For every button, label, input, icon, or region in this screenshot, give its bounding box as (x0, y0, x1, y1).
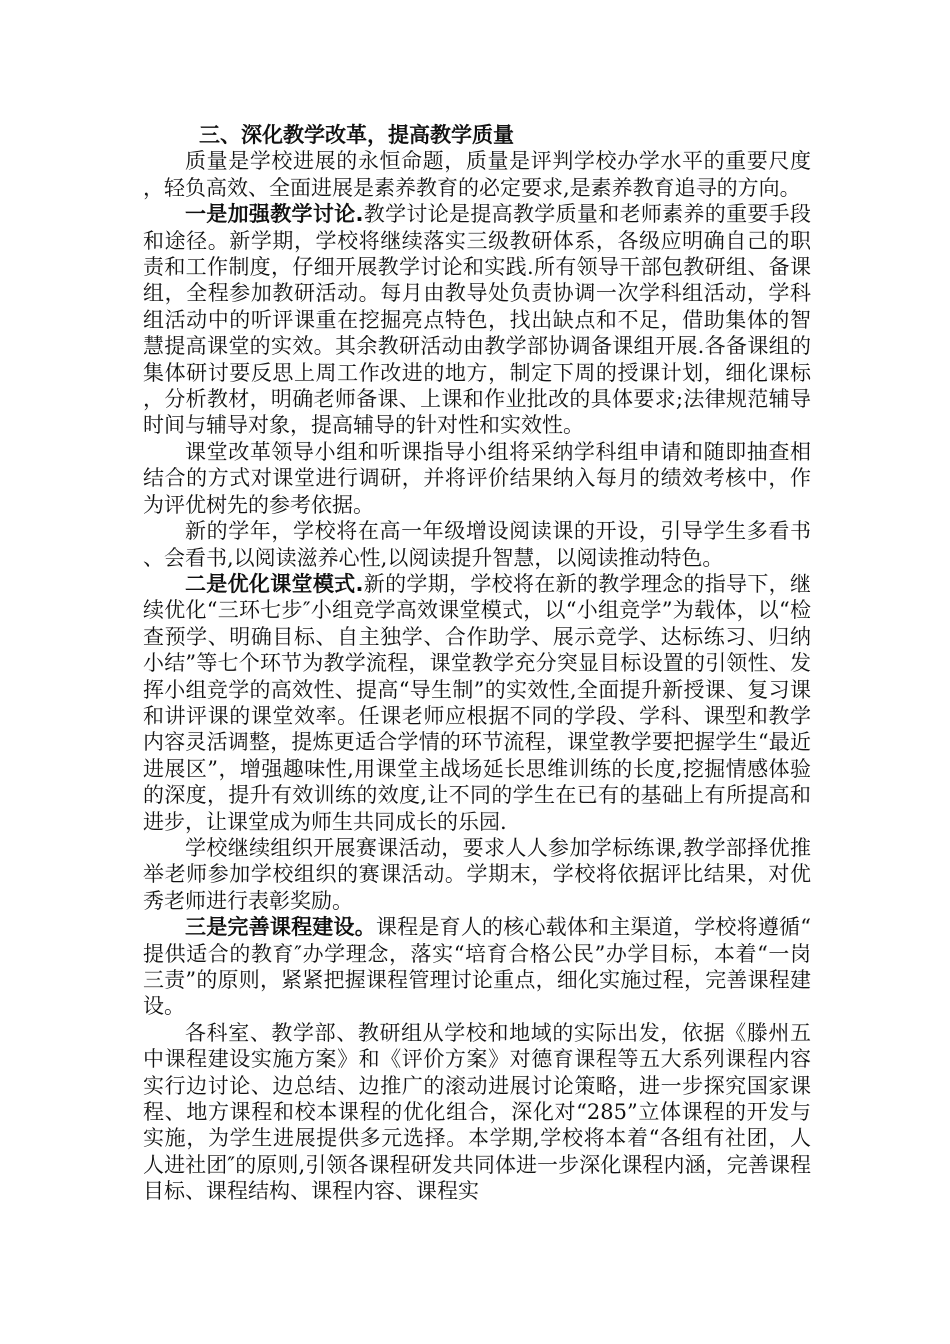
body-paragraph (143, 571, 811, 835)
body-paragraph (143, 201, 811, 439)
paragraph-lead-heading: 一是加强教学讨论. (185, 202, 364, 227)
body-paragraph (143, 439, 811, 518)
paragraph-lead-heading: 三是完善课程建设。 (185, 915, 376, 940)
body-paragraph (143, 835, 811, 914)
paragraph-text: 新的学期，学校将在新的教学理念的指导下，继续优化“三环七步″小组竞学高效课堂模式，以“小组竞学”为载体，以“检查预学、明确目标、自主独学、合作助学、展示竞学、达标练习、归纳小结”等七个环节为教学流程，课堂教学充分突显目标设置的引领性、发挥小组竞学的高效性、提高“导生制”的实效性,全面提升新授课、复习课和讲评课的课堂效率。任课老师应根据不同的学段、学科、课型和教学内容灵活调整，提炼更适合学情的环节流程，课堂教学要把握学生“最近进展区”，增强趣味性,用课堂主战场延长思维训练的长度,挖掘情感体验的深度，提升有效训练的效度,让不同的学生在已有的基础上有所提高和进步，让课堂成为师生共同成长的乐园. (143, 571, 811, 834)
paragraph-text: 质量是学校进展的永恒命题，质量是评判学校办学水平的重要尺度，轻负高效、全面进展是素养教育的必定要求,是素养教育追寻的方向。 (143, 149, 811, 200)
paragraph-text: 课程是育人的核心载体和主渠道，学校将遵循“提供适合的教育″办学理念，落实“培育合格公民”办学目标，本着“一岗三责”的原则，紧紧把握课程管理讨论重点，细化实施过程，完善课程建设。 (143, 915, 812, 1019)
body-paragraph (143, 518, 811, 571)
body-paragraph (143, 914, 811, 1020)
section-heading: 三、深化教学改革，提高教学质量 (199, 123, 514, 147)
paragraph-text: 各科室、教学部、教研组从学校和地域的实际出发，依据《滕州五中课程建设实施方案》和《评价方案》对德育课程等五大系列课程内容实行边讨论、边总结、边推广的滚动进展讨论策略，进一步探究国家课程、地方课程和校本课程的优化组合，深化对“285”立体课程的开发与实施，为学生进展提供多元选择。本学期,学校将本着“各组有社团，人人进社团″的原则,引领各课程研发共同体进一步深化课程内涵，完善课程目标、课程结构、课程内容、课程实 (143, 1020, 811, 1204)
document-page (143, 122, 811, 1205)
body-paragraph (143, 148, 811, 201)
paragraph-text: 课堂改革领导小组和听课指导小组将采纳学科组申请和随即抽查相结合的方式对课堂进行调研，并将评价结果纳入每月的绩效考核中，作为评优树先的参考依据。 (143, 439, 811, 517)
paragraph-text: 学校继续组织开展赛课活动，要求人人参加学标练课,教学部择优推举老师参加学校组织的赛课活动。学期末，学校将依据评比结果，对优秀老师进行表彰奖励。 (143, 835, 811, 913)
paragraph-text: 教学讨论是提高教学质量和老师素养的重要手段和途径。新学期，学校将继续落实三级教研体系，各级应明确自己的职责和工作制度，仔细开展教学讨论和实践.所有领导干部包教研组、备课组，全程参加教研活动。每月由教导处负责协调一次学科组活动，学科组活动中的听评课重在挖掘亮点特色，找出缺点和不足，借助集体的智慧提高课堂的实效。其余教研活动由教学部协调备课组开展.各备课组的集体研讨要反思上周工作改进的地方，制定下周的授课计划，细化课标，分析教材，明确老师备课、上课和作业批改的具体要求;法律规范辅导时间与辅导对象，提高辅导的针对性和实效性。 (143, 202, 811, 438)
paragraph-text: 新的学年，学校将在高一年级增设阅读课的开设，引导学生多看书、会看书,以阅读滋养心性,以阅读提升智慧，以阅读推动特色。 (143, 519, 811, 570)
paragraph-list (143, 148, 811, 1204)
paragraph-lead-heading: 二是优化课堂模式. (185, 571, 364, 596)
body-paragraph (143, 1020, 811, 1205)
